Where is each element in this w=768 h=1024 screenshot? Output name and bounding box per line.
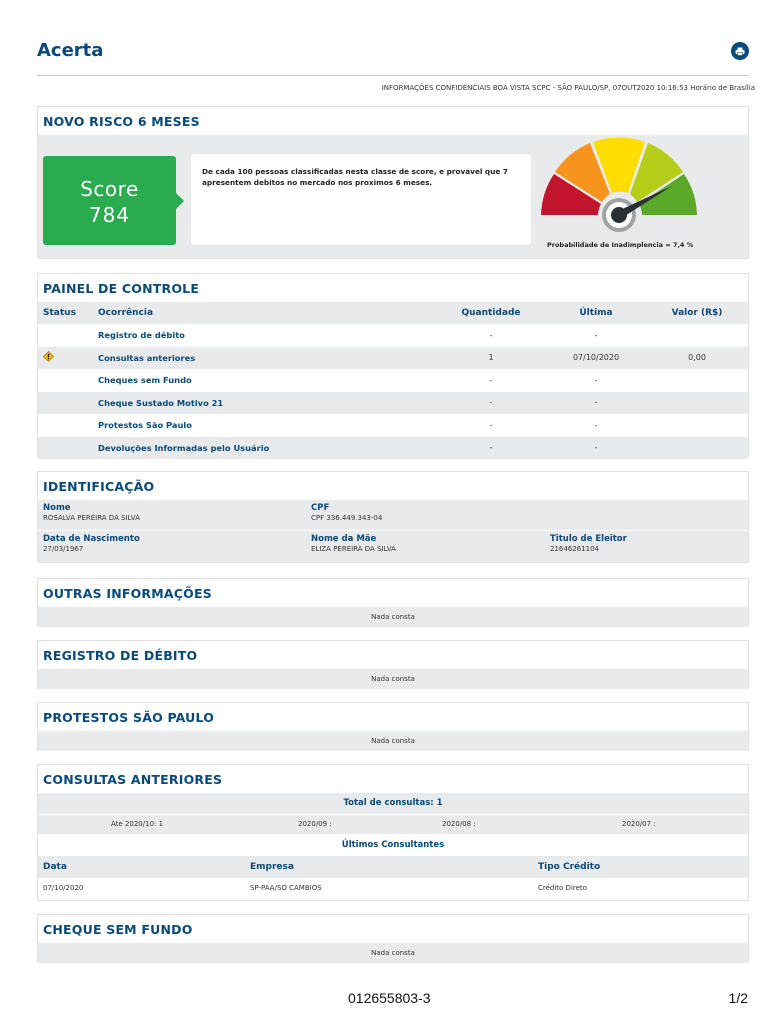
ultima-cell: - xyxy=(594,330,598,340)
value-nascimento: 27/03/1967 xyxy=(43,545,84,553)
quantidade-cell: - xyxy=(489,330,493,340)
label-mae: Nome da Mãe xyxy=(311,534,377,544)
value-mae: ELIZA PEREIRA DA SILVA xyxy=(311,545,396,553)
table-row xyxy=(38,347,748,370)
value-eleitor: 21646261104 xyxy=(550,545,599,553)
col-empresa: Empresa xyxy=(250,862,294,872)
col-ultima: Última xyxy=(579,308,613,318)
section-registro-debito xyxy=(37,640,749,689)
section-title: NOVO RISCO 6 MESES xyxy=(43,114,200,129)
score-label: Score xyxy=(80,177,139,201)
section-protestos xyxy=(37,702,749,751)
label-cpf: CPF xyxy=(311,503,330,513)
value-nome: ROSALVA PEREIRA DA SILVA xyxy=(43,514,140,522)
data-cell: 07/10/2020 xyxy=(43,884,84,892)
field-mae xyxy=(311,534,396,553)
col-tipo-credito: Tipo Crédito xyxy=(538,862,601,872)
section-identificacao xyxy=(37,471,749,563)
table-row xyxy=(38,369,748,392)
label-nome: Nome xyxy=(43,503,71,513)
ultima-cell: 07/10/2020 xyxy=(572,353,620,363)
section-outras-informacoes xyxy=(37,578,749,627)
label-nascimento: Data de Nascimento xyxy=(43,534,140,544)
field-eleitor xyxy=(550,534,627,553)
nada-consta: Nada consta xyxy=(38,943,748,963)
nada-consta: Nada consta xyxy=(38,731,748,751)
section-consultas-anteriores xyxy=(37,764,749,901)
ultimos-consultantes: Últimos Consultantes xyxy=(38,834,748,856)
risk-gauge xyxy=(538,135,703,250)
score-badge xyxy=(43,156,176,245)
status-cell xyxy=(38,324,93,347)
ocorrencia-cell: Devoluções Informadas pelo Usuário xyxy=(98,442,270,453)
control-panel-table xyxy=(38,302,748,459)
valor-cell xyxy=(646,324,748,347)
ultima-cell: - xyxy=(594,398,598,408)
score-value: 784 xyxy=(88,203,131,227)
ocorrencia-cell: Cheques sem Fundo xyxy=(98,375,192,386)
report-header xyxy=(37,40,749,76)
quantidade-cell: - xyxy=(489,443,493,453)
quantidade-cell: - xyxy=(489,420,493,430)
month-count: Ate 2020/10: 1 xyxy=(111,820,164,828)
col-data: Data xyxy=(43,862,67,872)
ultima-cell: - xyxy=(594,443,598,453)
confidential-notice: INFORMAÇÕES CONFIDENCIAIS BOA VISTA SCPC - SÃO PAULO/SP, 07OUT2020 10:16:53 Horário de Brasília xyxy=(381,84,755,92)
quantidade-cell: 1 xyxy=(488,353,494,363)
ocorrencia-cell: Consultas anteriores xyxy=(98,352,196,363)
field-nome xyxy=(43,503,140,522)
nada-consta: Nada consta xyxy=(38,669,748,689)
table-row xyxy=(38,437,748,460)
ocorrencia-cell: Cheque Sustado Motivo 21 xyxy=(98,397,224,408)
valor-cell xyxy=(646,392,748,415)
status-cell xyxy=(38,347,93,370)
page-number: 1/2 xyxy=(728,990,748,1006)
section-title: REGISTRO DE DÉBITO xyxy=(43,648,198,663)
consultas-header-row xyxy=(38,856,748,878)
print-icon[interactable] xyxy=(731,42,749,60)
valor-cell xyxy=(646,369,748,392)
score-description: De cada 100 pessoas classificadas nesta classe de score, e provavel que 7 apresentem debitos no mercado nos proximos 6 meses. xyxy=(191,154,531,245)
month-count: 2020/07 : xyxy=(622,820,656,828)
col-status: Status xyxy=(43,308,76,318)
warning-icon xyxy=(43,351,54,362)
consultas-por-mes xyxy=(38,814,748,834)
label-eleitor: Titulo de Eleitor xyxy=(550,534,627,544)
valor-cell xyxy=(646,437,748,460)
nada-consta: Nada consta xyxy=(38,607,748,627)
table-row xyxy=(38,414,748,437)
table-row xyxy=(38,878,748,900)
quantidade-cell: - xyxy=(489,398,493,408)
section-title: PROTESTOS SÃO PAULO xyxy=(43,710,215,725)
empresa-cell: SP-PAA/SO CAMBIOS xyxy=(250,884,322,892)
gauge-hub xyxy=(611,207,627,223)
section-title: PAINEL DE CONTROLE xyxy=(43,281,200,296)
valor-cell: 0,00 xyxy=(688,353,706,363)
status-cell xyxy=(38,437,93,460)
section-title: CHEQUE SEM FUNDO xyxy=(43,922,193,937)
table-row xyxy=(38,392,748,415)
col-quantidade: Quantidade xyxy=(461,308,521,318)
section-title: OUTRAS INFORMAÇÕES xyxy=(43,586,212,601)
status-cell xyxy=(38,369,93,392)
valor-cell xyxy=(646,414,748,437)
table-row xyxy=(38,324,748,347)
col-valor: Valor (R$) xyxy=(671,308,723,318)
ultima-cell: - xyxy=(594,420,598,430)
gauge-caption: Probabilidade de Inadimplencia = 7,4 % xyxy=(547,241,694,249)
field-cpf xyxy=(311,503,382,522)
document-id: 012655803-3 xyxy=(348,990,431,1006)
section-cheque-sem-fundo xyxy=(37,914,749,963)
section-title: IDENTIFICAÇÃO xyxy=(43,479,155,494)
month-count: 2020/08 : xyxy=(442,820,476,828)
ocorrencia-cell: Registro de débito xyxy=(98,330,185,341)
brand-title: Acerta xyxy=(37,40,104,61)
field-nascimento xyxy=(43,534,140,553)
status-cell xyxy=(38,392,93,415)
value-cpf: CPF 336.449.343-04 xyxy=(311,514,383,522)
section-title: CONSULTAS ANTERIORES xyxy=(43,772,223,787)
section-novo-risco xyxy=(37,106,749,259)
col-ocorrencia: Ocorrência xyxy=(98,308,154,318)
section-painel-controle xyxy=(37,273,749,457)
ultima-cell: - xyxy=(594,375,598,385)
tipo-cell: Crédito Direto xyxy=(538,884,587,892)
total-consultas: Total de consultas: 1 xyxy=(38,793,748,814)
quantidade-cell: - xyxy=(489,375,493,385)
table-header-row xyxy=(38,302,748,324)
status-cell xyxy=(38,414,93,437)
month-count: 2020/09 : xyxy=(298,820,332,828)
ocorrencia-cell: Protestos São Paulo xyxy=(98,420,192,431)
